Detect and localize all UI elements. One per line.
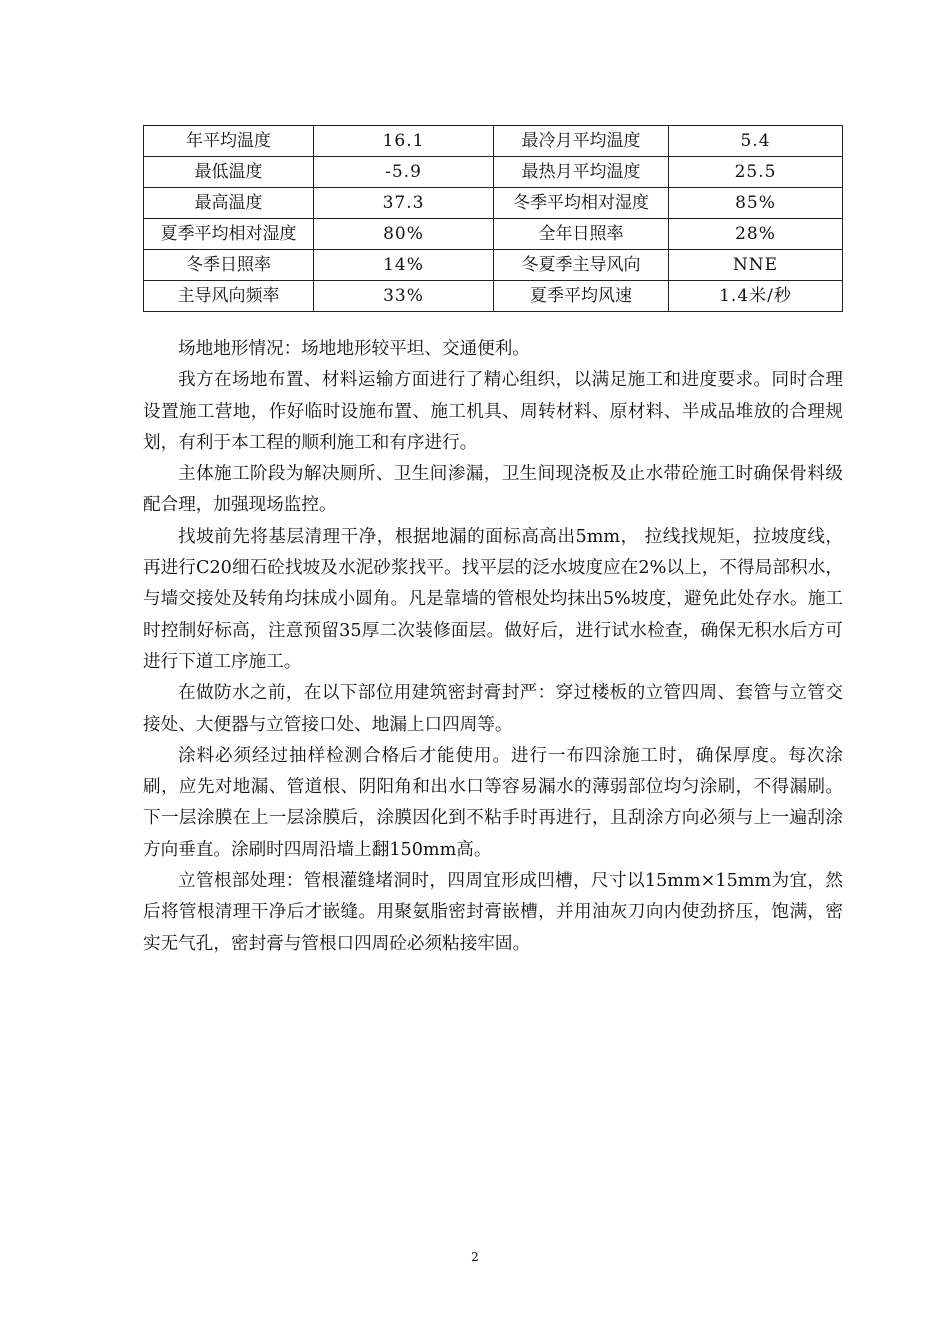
table-cell-value: 85% — [669, 188, 843, 219]
table-cell-value: 33% — [314, 281, 494, 312]
table-cell-value: 14% — [314, 250, 494, 281]
table-cell-label: 夏季平均相对湿度 — [144, 219, 314, 250]
table-cell-label: 主导风向频率 — [144, 281, 314, 312]
table-cell-label: 最热月平均温度 — [494, 157, 669, 188]
table-cell-value: 16.1 — [314, 126, 494, 157]
table-cell-label: 冬季日照率 — [144, 250, 314, 281]
paragraph-site-layout: 我方在场地布置、材料运输方面进行了精心组织，以满足施工和进度要求。同时合理设置施工营地，作好临时设施布置、施工机具、周转材料、原材料、半成品堆放的合理规划，有利于本工程的顺利施工和有序进行。 — [143, 370, 843, 453]
table-row — [144, 219, 843, 250]
paragraph-main-construction: 主体施工阶段为解决厕所、卫生间渗漏，卫生间现浇板及止水带砼施工时确保骨料级配合理，加强现场监控。 — [143, 464, 843, 516]
table-cell-value: NNE — [669, 250, 843, 281]
table-cell-label: 最冷月平均温度 — [494, 126, 669, 157]
table-cell-label: 冬夏季主导风向 — [494, 250, 669, 281]
table-cell-label: 年平均温度 — [144, 126, 314, 157]
paragraph-sealing: 在做防水之前，在以下部位用建筑密封膏封严：穿过楼板的立管四周、套管与立管交接处、大便器与立管接口处、地漏上口四周等。 — [143, 683, 843, 735]
table-cell-label: 最低温度 — [144, 157, 314, 188]
paragraph-coating: 涂料必须经过抽样检测合格后才能使用。进行一布四涂施工时，确保厚度。每次涂刷，应先对地漏、管道根、阴阳角和出水口等容易漏水的薄弱部位均匀涂刷，不得漏刷。下一层涂膜在上一层涂膜后，涂膜因化到不粘手时再进行，且刮涂方向必须与上一遍刮涂方向垂直。涂刷时四周沿墙上翻150mm高。 — [143, 745, 843, 860]
table-cell-value: 5.4 — [669, 126, 843, 157]
table-cell-value: 80% — [314, 219, 494, 250]
table-cell-value: -5.9 — [314, 157, 494, 188]
climate-table — [143, 125, 843, 312]
table-row — [144, 281, 843, 312]
table-cell-label: 冬季平均相对湿度 — [494, 188, 669, 219]
table-cell-value: 1.4米/秒 — [669, 281, 843, 312]
table-row — [144, 157, 843, 188]
paragraph-site-terrain: 场地地形情况：场地地形较平坦、交通便利。 — [178, 339, 530, 359]
table-cell-value: 37.3 — [314, 188, 494, 219]
page-number: 2 — [471, 1250, 479, 1264]
table-cell-label: 最高温度 — [144, 188, 314, 219]
paragraph-pipe-root: 立管根部处理：管根灌缝堵洞时，四周宜形成凹槽，尺寸以15mm×15mm为宜，然后将管根清理干净后才嵌缝。用聚氨脂密封膏嵌槽，并用油灰刀向内使劲挤压，饱满，密实无气孔，密封膏与管根口四周砼必须粘接牢固。 — [143, 871, 843, 954]
table-row — [144, 188, 843, 219]
table-cell-label: 全年日照率 — [494, 219, 669, 250]
table-cell-value: 25.5 — [669, 157, 843, 188]
table-cell-label: 夏季平均风速 — [494, 281, 669, 312]
table-row — [144, 250, 843, 281]
table-cell-value: 28% — [669, 219, 843, 250]
table-row — [144, 126, 843, 157]
body-text — [143, 334, 843, 960]
paragraph-slope-leveling: 找坡前先将基层清理干净，根据地漏的面标高高出5mm， 拉线找规矩，拉坡度线，再进行C20细石砼找坡及水泥砂浆找平。找平层的泛水坡度应在2%以上，不得局部积水，与墙交接处及转角均抹成小圆角。凡是靠墙的管根处均抹出5%坡度，避免此处存水。施工时控制好标高，注意预留35厚二次装修面层。做好后，进行试水检查，确保无积水后方可进行下道工序施工。 — [143, 526, 843, 672]
